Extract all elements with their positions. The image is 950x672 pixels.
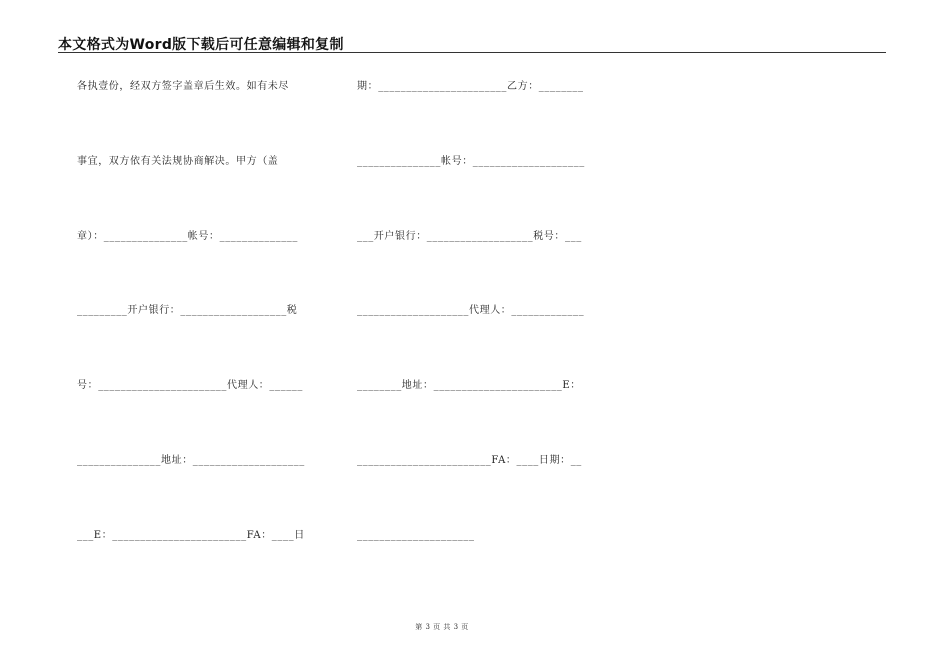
text-line: _________开户银行：___________________税 (77, 305, 298, 316)
text-line: _____________________ (357, 530, 475, 541)
text-line: 事宜，双方依有关法规协商解决。甲方（盖 (77, 156, 279, 167)
text-line: ___E：________________________FA：____日 (77, 530, 305, 541)
text-line: ___开户银行：___________________税号：___ (357, 231, 582, 242)
document-header-title: 本文格式为Word版下载后可任意编辑和复制 (58, 37, 344, 53)
header-divider (58, 52, 886, 53)
text-line: 号：_______________________代理人：______ (77, 380, 303, 391)
text-line: ________________________FA：____日期：__ (357, 455, 582, 466)
text-line: ____________________代理人：_____________ (357, 305, 585, 316)
page-number-footer: 第 3 页 共 3 页 (415, 623, 469, 631)
text-line: 各执壹份，经双方签字盖章后生效。如有未尽 (77, 81, 289, 92)
text-line: 期：_______________________乙方：________ (357, 81, 584, 92)
text-line: ________地址：_______________________E： (357, 380, 581, 391)
text-line: 章）：_______________帐号：______________ (77, 231, 298, 242)
text-line: _______________帐号：____________________ (357, 156, 585, 167)
text-line: _______________地址：____________________ (77, 455, 305, 466)
